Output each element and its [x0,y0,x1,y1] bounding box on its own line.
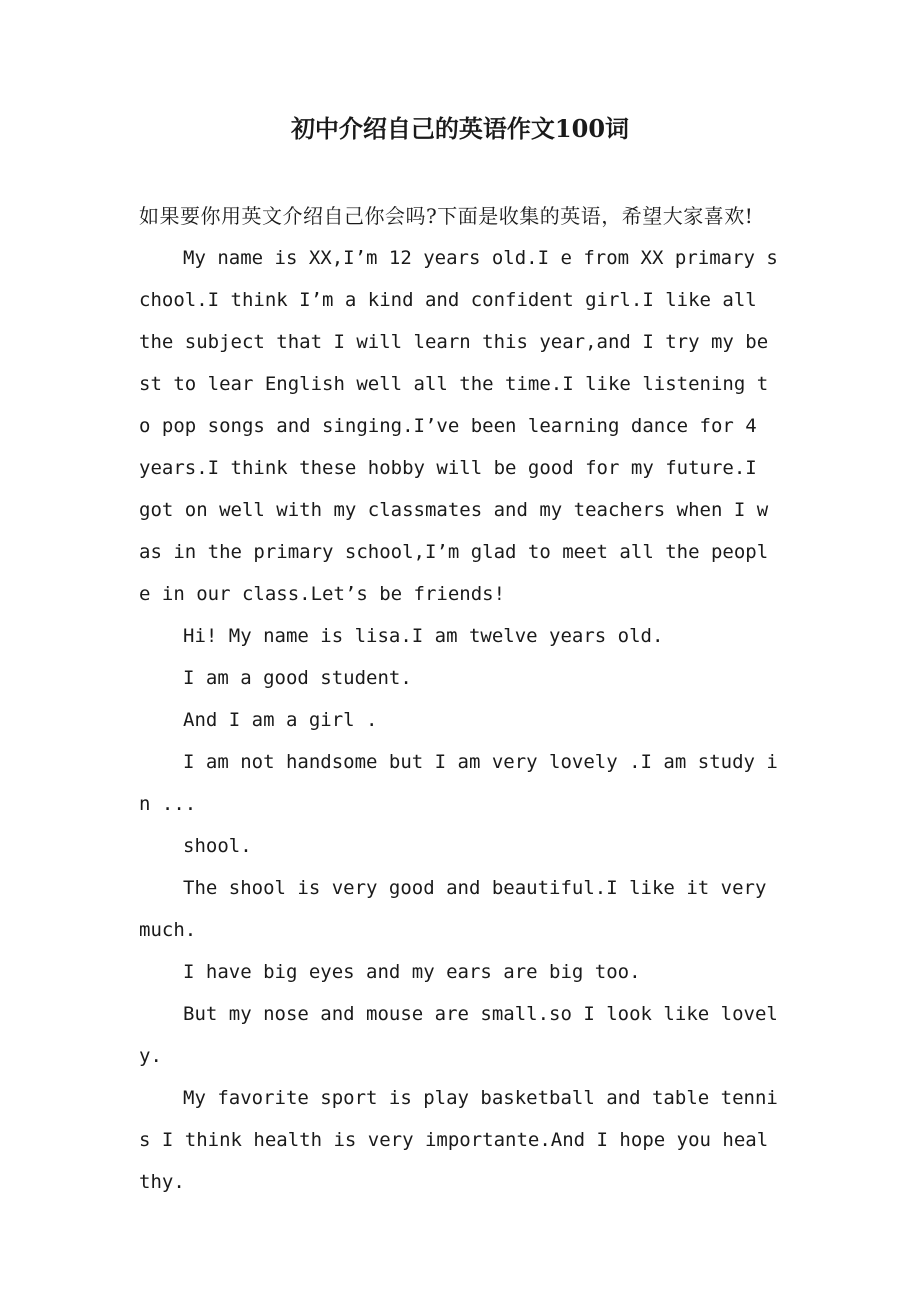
paragraph-6: shool. [183,835,252,857]
document-title: 初中介绍自己的英语作文100词 [290,114,630,143]
paragraph-9: But my nose and mouse are small.so I look like lovely. [139,1003,778,1067]
paragraph-10: My favorite sport is play basketball and table tennis I think health is very importante.And I hope you healthy. [139,1087,778,1193]
paragraph-1: My name is XX,I’m 12 years old.I e from XX primary school.I think I’m a kind and confident girl.I like all the subject that I will learn this year,and I try my best to lear English well all the time.I like listening to pop songs and singing.I’ve been learning dance for 4 years.I think these hobby will be good for my future.I got on well with my classmates and my teachers when I was in the primary school,I’m glad to meet all the people in our class.Let’s be friends! [139,247,778,605]
intro-paragraph: 如果要你用英文介绍自己你会吗?下面是收集的英语，希望大家喜欢! [139,204,754,228]
paragraph-2: Hi! My name is lisa.I am twelve years old. [183,625,664,647]
paragraph-7: The shool is very good and beautiful.I like it very much. [139,877,778,941]
paragraph-4: And I am a girl . [183,709,378,731]
document-body [139,195,779,1203]
paragraph-8: I have big eyes and my ears are big too. [183,961,641,983]
paragraph-5: I am not handsome but I am very lovely .I am study in ... [139,751,778,815]
paragraph-3: I am a good student. [183,667,412,689]
